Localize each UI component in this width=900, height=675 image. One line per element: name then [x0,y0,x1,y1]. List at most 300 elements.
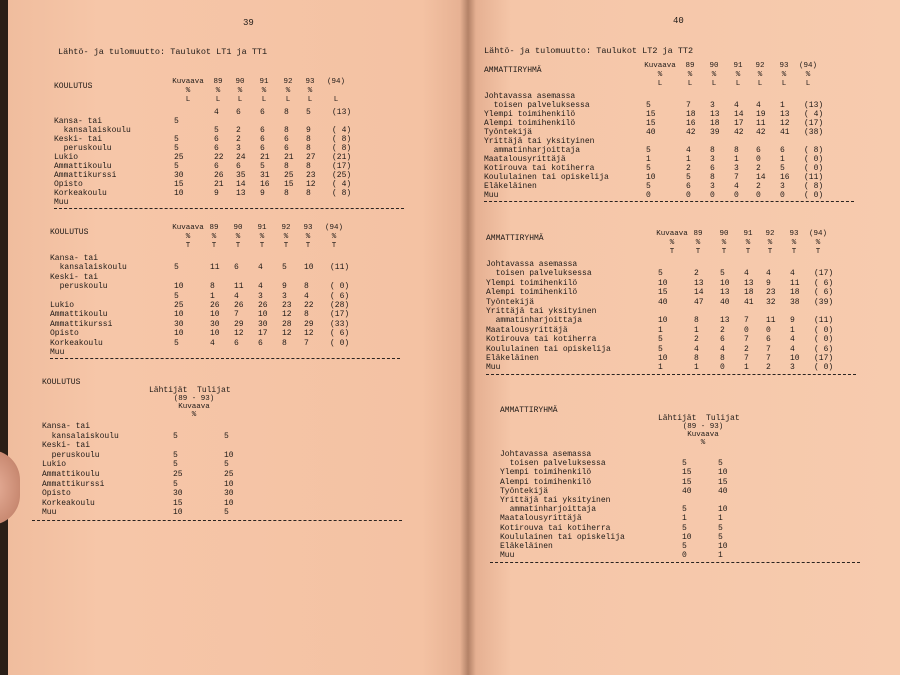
cell-value: 23 [282,301,292,310]
cell-value: 25 [284,171,294,180]
percent-unit: % [695,239,701,247]
page-number: 39 [243,18,254,28]
row-label: Alempi toimihenkilö [500,477,592,487]
cell-value: 5 [224,431,229,441]
sub-header: Kuvaava [178,403,210,411]
cell-value: 6 [780,146,785,155]
table-row [484,119,854,128]
cell-value: 5 [174,263,179,273]
row-label: Kansa- tai [42,422,91,431]
column-header: 91 [743,230,753,238]
row-label: toisen palveluksessa [500,459,606,469]
cell-value: 1 [694,325,699,335]
column-header: 90 [235,78,245,86]
cell-value: 5 [174,338,179,348]
cell-value: 8 [284,108,289,117]
percent-unit: % [185,87,191,95]
cell-value: 0 [780,191,785,200]
cell-value: 12 [304,329,314,339]
cell-value: 9 [790,316,795,326]
table-row-header: KOULUTUS [50,228,89,237]
table-row [42,499,412,508]
cell-value: 1 [718,551,723,561]
percent-unit: % [687,71,693,79]
cell-value: 8 [734,146,739,155]
cell-value: 6 [756,146,761,155]
table-row [500,542,870,551]
cell-value: 12 [234,329,244,339]
cell-value: 23 [766,288,776,298]
cell-value: ( 4) [332,126,352,135]
table-row [500,533,870,542]
unit-label: L [757,80,763,88]
cell-value: 10 [173,508,183,518]
column-header: 90 [709,62,719,70]
cell-value: 11 [756,119,766,128]
cell-value: 26 [214,171,224,180]
column-header-departing: Lähtijät [149,386,188,395]
cell-value: 6 [214,135,219,144]
unit-label: L [307,96,313,104]
row-label: Koululainen tai opiskelija [484,173,609,182]
column-header [658,414,740,423]
column-header: (94) [324,224,343,232]
row-label: Johtavassa asemassa [486,260,578,269]
cell-value: 42 [756,128,766,137]
cell-value: 5 [646,146,651,155]
cell-value: 4 [258,282,263,292]
row-label: Ammattikoulu [42,470,100,479]
cell-value: 13 [236,189,246,198]
row-label: Ammattikoulu [50,310,108,320]
unit-label: L [657,80,663,88]
cell-value: (17) [332,162,352,171]
percent-unit: % [283,233,289,241]
cell-value: ( 6) [330,329,350,339]
cell-value: 10 [304,263,314,273]
unit-label: T [721,248,727,256]
row-label: Alempi toimihenkilö [486,288,578,298]
table-row [42,470,412,479]
table-row [42,489,412,498]
cell-value: 1 [210,291,215,301]
percent-unit: % [215,87,221,95]
table-row [42,451,412,460]
cell-value: 14 [694,288,704,298]
cell-value: 6 [234,338,239,348]
row-label: Työntekijä [500,486,549,496]
table-row-header: AMMATTIRYHMÄ [484,66,542,75]
cell-value: 2 [686,164,691,173]
cell-value: 9 [306,126,311,135]
cell-value: 0 [766,325,771,335]
cell-value: 8 [710,173,715,182]
cell-value: 8 [304,310,309,320]
cell-value: ( 6) [814,344,834,354]
cell-value: 3 [258,291,263,301]
column-header: 92 [281,224,291,232]
table-row [54,162,404,171]
unit-label: L [781,80,787,88]
row-label: Yrittäjä tai yksityinen [486,307,597,316]
cell-value: 15 [284,180,294,189]
cell-value: ( 4) [804,110,824,119]
cell-value: 28 [282,319,292,329]
row-label: kansalaiskoulu [50,263,127,273]
cell-value: 3 [710,155,715,164]
table-row [484,191,854,200]
table-row [42,508,412,517]
table-row-header: AMMATTIRYHMÄ [500,406,558,415]
percent-unit: % [331,233,337,241]
table-rule [54,208,404,209]
cell-value: 2 [694,335,699,345]
cell-value: 10 [718,505,728,515]
table-row [486,335,856,344]
unit-label: T [305,242,311,250]
column-header: (94) [808,230,827,238]
table-row [500,487,870,496]
cell-value: 5 [720,269,725,279]
cell-value: 30 [174,171,184,180]
cell-value: (39) [814,297,834,307]
cell-value: 8 [720,354,725,363]
cell-value: 21 [284,153,294,162]
column-header: 93 [789,230,799,238]
cell-value: 40 [718,486,728,496]
table-row [50,282,400,291]
table-row [54,153,404,162]
cell-value: 4 [756,101,761,110]
row-label: Ammattikurssi [42,479,105,489]
cell-value: 10 [210,329,220,339]
table-row-header: KOULUTUS [54,82,93,91]
row-label: Maatalousyrittäjä [484,155,566,164]
cell-value: 10 [174,189,184,198]
percent-unit: % [669,239,675,247]
cell-value: 0 [646,191,651,200]
cell-value: 10 [174,310,184,320]
percent-unit: % [261,87,267,95]
table-row [54,180,404,189]
cell-value: 26 [258,301,268,310]
percent-unit: % [721,239,727,247]
table-row [50,292,400,301]
percent-unit: % [805,71,811,79]
table-row [486,288,856,297]
unit-label: L [215,96,221,104]
cell-value: 2 [236,126,241,135]
table-row-header: KOULUTUS [42,378,81,387]
percent-unit: % [815,239,821,247]
cell-value: 19 [756,110,766,119]
unit-label: T [815,248,821,256]
column-header: 89 [213,78,223,86]
cell-value: 10 [224,498,234,508]
cell-value: 5 [173,431,178,441]
unit-label: L [805,80,811,88]
cell-value: 25 [174,153,184,162]
cell-value: 3 [710,182,715,191]
cell-value: 15 [718,477,728,487]
cell-value: (28) [330,301,350,310]
cell-value: 26 [234,301,244,310]
cell-value: 4 [258,263,263,273]
row-label: peruskoulu [42,450,100,460]
cell-value: 4 [720,344,725,354]
cell-value: 5 [658,344,663,354]
table-row [484,137,854,146]
cell-value: ( 0) [804,164,824,173]
cell-value: 7 [766,354,771,363]
cell-value: (13) [332,108,352,117]
right-page [468,0,900,675]
cell-value: ( 4) [332,180,352,189]
row-label: Ylempi toimihenkilö [486,278,578,288]
cell-value: 1 [682,514,687,524]
column-header: 92 [765,230,775,238]
cell-value: 5 [780,164,785,173]
cell-value: 4 [234,291,239,301]
table-row [54,108,404,117]
cell-value: 30 [224,489,234,499]
cell-value: 10 [790,354,800,363]
column-header [149,386,231,395]
table-row [500,551,870,560]
cell-value: ( 8) [332,144,352,153]
cell-value: 10 [224,479,234,489]
cell-value: 1 [734,155,739,164]
row-label: Korkeakoulu [42,498,95,508]
cell-value: 15 [174,180,184,189]
table-row [50,329,400,338]
row-label: Eläkeläinen [500,542,553,551]
row-label: Johtavassa asemassa [500,450,592,459]
page-number: 40 [673,16,684,26]
cell-value: 1 [718,514,723,524]
cell-value: 5 [646,101,651,110]
cell-value: 4 [304,291,309,301]
cell-value: 18 [790,288,800,298]
cell-value: 39 [710,128,720,137]
table-rule [486,374,856,375]
cell-value: 10 [210,310,220,320]
row-label: Kotirouva tai kotiherra [484,164,595,173]
column-header: 91 [733,62,743,70]
cell-value: 4 [694,344,699,354]
cell-value: 2 [756,164,761,173]
cell-value: 4 [734,101,739,110]
cell-value: ( 0) [804,191,824,200]
cell-value: 8 [284,189,289,198]
row-label: Opisto [50,329,79,339]
cell-value: 1 [646,155,651,164]
column-header: 92 [283,78,293,86]
cell-value: 5 [306,108,311,117]
column-header: (94) [326,78,345,86]
cell-value: 32 [766,297,776,307]
column-header: 93 [779,62,789,70]
row-label: ammatinharjoittaja [486,316,583,326]
row-label: Muu [42,508,57,518]
sub-header: % [191,411,197,419]
column-header: Kuvaava [172,224,204,232]
cell-value: 1 [780,101,785,110]
cell-value: (11) [330,263,350,273]
cell-value: 0 [686,191,691,200]
table-row [54,126,404,135]
cell-value: 5 [718,523,723,533]
cell-value: 4 [790,269,795,279]
row-label: Johtavassa asemassa [484,92,576,101]
table-row [42,432,412,441]
cell-value: 25 [224,470,234,479]
unit-label: T [745,248,751,256]
table-row [484,110,854,119]
table-row [42,441,412,450]
row-label: Ammattikurssi [54,171,117,180]
cell-value: 10 [646,173,656,182]
cell-value: 13 [720,288,730,298]
unit-label: T [259,242,265,250]
cell-value: 22 [214,153,224,162]
unit-label: T [791,248,797,256]
cell-value: 13 [744,278,754,288]
cell-value: 25 [174,301,184,310]
left-page [8,0,468,675]
cell-value: 6 [214,162,219,171]
cell-value: 14 [756,173,766,182]
cell-value: 21 [260,153,270,162]
percent-unit: % [235,233,241,241]
column-header: Kuvaava [172,78,204,86]
cell-value: 6 [258,338,263,348]
unit-label: T [185,242,191,250]
unit-label: T [235,242,241,250]
cell-value: 7 [734,173,739,182]
row-label: Lukio [42,460,67,470]
row-label: Kotirouva tai kotiherra [486,335,597,345]
cell-value: 40 [658,297,668,307]
unit-label: L [185,96,191,104]
cell-value: 38 [790,297,800,307]
cell-value: 15 [682,477,692,487]
cell-value: 16 [686,119,696,128]
cell-value: 15 [646,110,656,119]
cell-value: 3 [780,182,785,191]
unit-label: L [687,80,693,88]
cell-value: 13 [780,110,790,119]
percent-unit: % [307,87,313,95]
cell-value: 8 [284,126,289,135]
percent-unit: % [657,71,663,79]
cell-value: 2 [756,182,761,191]
table-row [484,146,854,155]
cell-value: 2 [720,325,725,335]
cell-value: 40 [646,128,656,137]
cell-value: 14 [734,110,744,119]
cell-value: 5 [718,532,723,542]
row-label: ammatinharjoittaja [500,505,597,515]
column-header: 89 [209,224,219,232]
cell-value: 15 [173,498,183,508]
cell-value: 4 [686,146,691,155]
column-header: Kuvaava [656,230,688,238]
column-header-arriving: Tulijat [706,414,740,423]
cell-value: 6 [260,144,265,153]
row-label: Ammattikoulu [54,162,112,171]
table-rule [32,520,402,521]
cell-value: 3 [734,164,739,173]
cell-value: (17) [814,269,834,279]
table-row [54,135,404,144]
cell-value: 30 [258,319,268,329]
table-row [486,260,856,269]
table-row [50,310,400,319]
cell-value: (17) [330,310,350,320]
cell-value: 1 [694,363,699,373]
table-row [500,514,870,523]
cell-value: 10 [720,278,730,288]
cell-value: 1 [658,325,663,335]
cell-value: 13 [710,110,720,119]
cell-value: 12 [780,119,790,128]
cell-value: 3 [282,291,287,301]
cell-value: 8 [306,135,311,144]
cell-value: 5 [173,479,178,489]
cell-value: 6 [260,126,265,135]
cell-value: 11 [766,316,776,326]
cell-value: 5 [214,126,219,135]
page-title: Lähtö- ja tulomuutto: Taulukot LT1 ja TT1 [58,47,268,57]
cell-value: 7 [744,316,749,326]
unit-label: T [767,248,773,256]
row-label: ammatinharjoittaja [484,146,581,155]
cell-value: 9 [214,189,219,198]
row-label: Yrittäjä tai yksityinen [500,496,611,505]
table-row [486,354,856,363]
cell-value: 6 [236,108,241,117]
row-label: Työntekijä [484,128,533,137]
cell-value: (38) [804,128,824,137]
column-header-arriving: Tulijat [197,386,231,395]
table-row [486,279,856,288]
cell-value: 6 [236,162,241,171]
table-row [54,117,404,126]
cell-value: 5 [174,135,179,144]
column-header: 91 [257,224,267,232]
row-label: Keski- tai [42,441,91,451]
column-header: 89 [685,62,695,70]
percent-unit: % [791,239,797,247]
cell-value: ( 6) [814,288,834,298]
cell-value: 5 [174,291,179,301]
cell-value: 9 [260,189,265,198]
unit-label: L [333,96,339,104]
table-row [500,524,870,533]
unit-label: T [211,242,217,250]
cell-value: 11 [790,278,800,288]
cell-value: ( 0) [330,338,350,348]
row-label: Lukio [54,153,79,162]
cell-value: 4 [766,269,771,279]
cell-value: 2 [236,135,241,144]
cell-value: 6 [720,335,725,345]
table-row [500,459,870,468]
row-label: Ylempi toimihenkilö [500,468,592,478]
cell-value: 8 [306,144,311,153]
table-rule [484,201,854,202]
